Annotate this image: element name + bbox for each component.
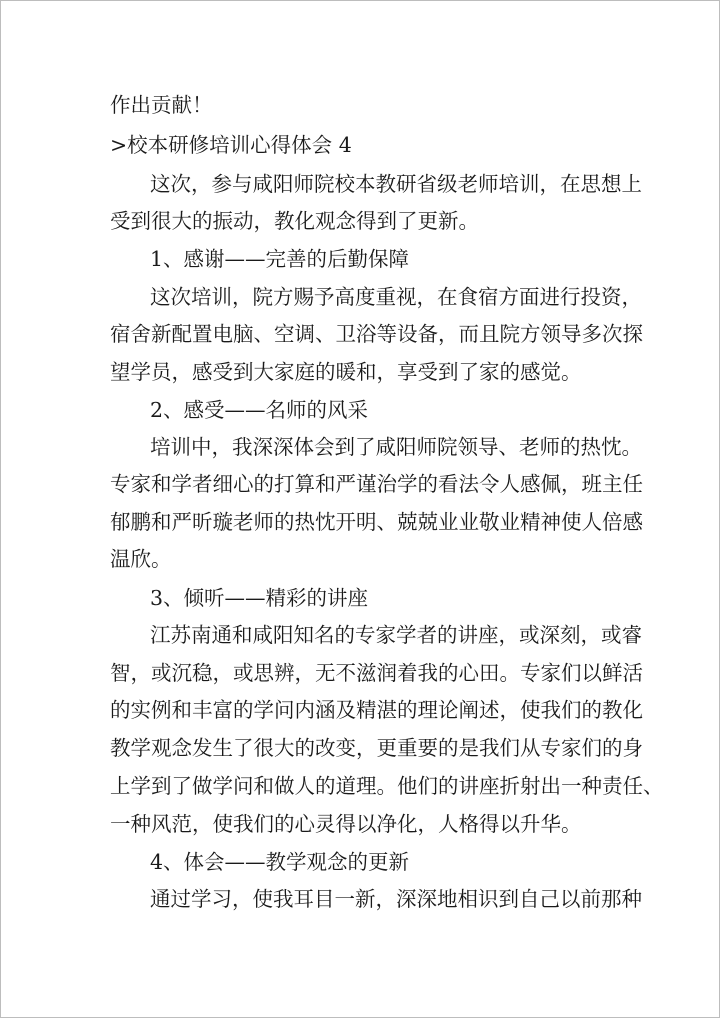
text-line: 宿舍新配置电脑、空调、卫浴等设备，而且院方领导多次探: [110, 322, 643, 346]
text-line: 的实例和丰富的学问内涵及精湛的理论阐述，使我们的教化: [110, 698, 643, 722]
text-line: 江苏南通和咸阳知名的专家学者的讲座，或深刻，或睿: [150, 623, 642, 647]
text-line: 温欣。: [110, 547, 172, 571]
subheading: 3、倾听——精彩的讲座: [150, 586, 369, 610]
section-title: >校本研修培训心得体会 4: [110, 133, 352, 157]
subheading: 4、体会——教学观念的更新: [150, 850, 410, 874]
text-line: 专家和学者细心的打算和严谨治学的看法令人感佩，班主任: [110, 472, 643, 496]
text-line: 望学员，感受到大家庭的暖和，享受到了家的感觉。: [110, 360, 582, 384]
text-line: 受到很大的振动，教化观念得到了更新。: [110, 209, 479, 233]
subheading: 1、感谢——完善的后勤保障: [150, 247, 410, 271]
text-line: 这次培训，院方赐予高度重视，在食宿方面进行投资，: [150, 285, 642, 309]
text-line: 教学观念发生了很大的改变，更重要的是我们从专家们的身: [110, 736, 643, 760]
text-line: 智，或沉稳，或思辨，无不滋润着我的心田。专家们以鲜活: [110, 661, 643, 685]
text-line: 通过学习，使我耳目一新，深深地相识到自己以前那种: [150, 887, 642, 911]
text-line: 这次，参与咸阳师院校本教研省级老师培训，在思想上: [150, 172, 642, 196]
text-line: 郁鹏和严昕璇老师的热忱开明、兢兢业业敬业精神使人倍感: [110, 510, 643, 534]
subheading: 2、感受——名师的风采: [150, 398, 369, 422]
text-line: 一种风范，使我们的心灵得以净化，人格得以升华。: [110, 812, 582, 836]
text-line: 培训中，我深深体会到了咸阳师院领导、老师的热忱。: [150, 435, 642, 459]
text-line: 作出贡献！: [110, 93, 213, 117]
text-line: 上学到了做学问和做人的道理。他们的讲座折射出一种责任、: [110, 774, 664, 798]
